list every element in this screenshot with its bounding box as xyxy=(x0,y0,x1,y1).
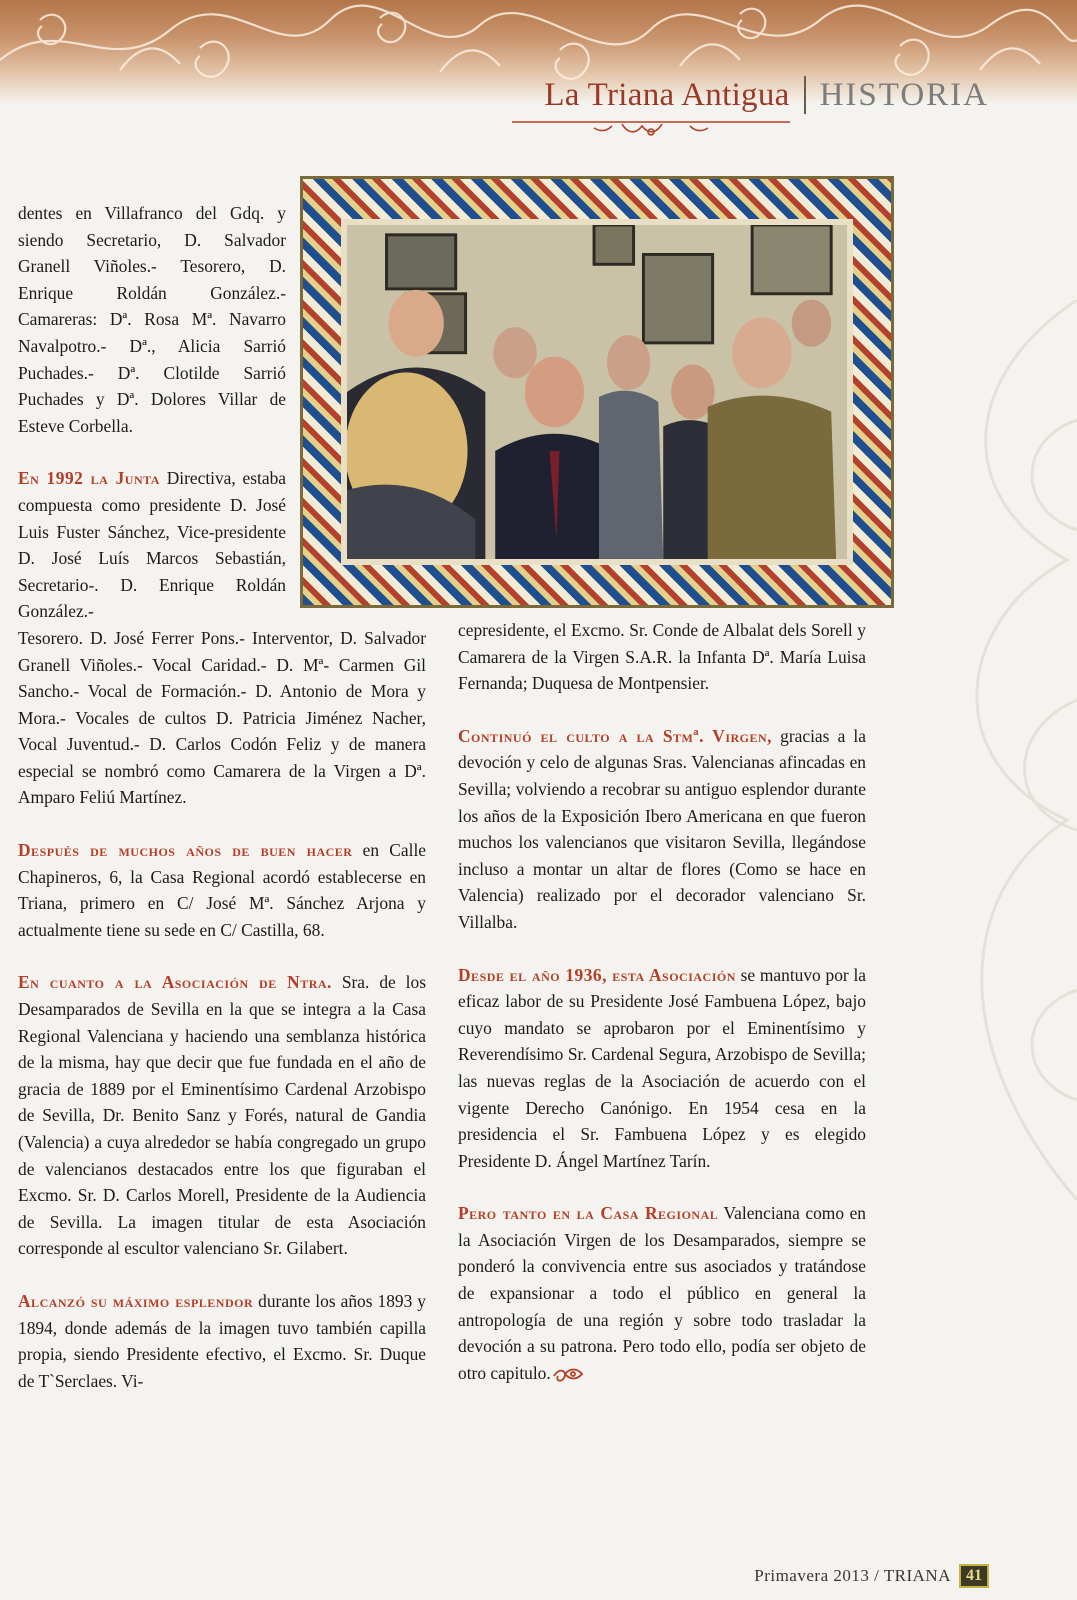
paragraph xyxy=(458,723,866,936)
header-ornament-icon xyxy=(512,118,790,140)
paragraph-lead: En cuanto a la Asociación de Ntra. xyxy=(18,972,332,993)
end-ornament-icon xyxy=(551,1364,585,1386)
right-column xyxy=(458,617,866,1412)
paragraph-text: Sra. de los Desamparados de Sevilla en la que se integra a la Casa Regional Valenciana y haciendo una semblanza histórica de la misma, hay que decir que fue fundada en el año de gracia de 1889 por el Eminentísimo Cardenal Arzobispo de Sevilla, Dr. Benito Sanz y Forés, natural de Gandia (Valencia) a cuya alrededor se había congregado un grupo de valencianos destacados entre los que figuraban el Excmo. Sr. D. Carlos Morell, Presidente de la Audiencia de Sevilla. La imagen titular de esta Asociación corresponde al escultor valenciano Sr. Gilabert. xyxy=(18,972,426,1259)
paragraph-text: durante los años 1893 y 1894, donde además de la imagen tuvo también capilla propia, siendo Presidente efectivo, el Excmo. Sr. Duque de T`Serclaes. Vi- xyxy=(18,1290,426,1391)
paragraph xyxy=(18,465,286,625)
paragraph: Tesorero. D. José Ferrer Pons.- Interventor, D. Salvador Granell Viñoles.- Vocal Caridad.- D. Mª- Carmen Gil Sancho.- Vocal de Formación.- D. Antonio de Mora y Mora.- Vocales de cultos D. Patricia Jiménez Nacher, Vocal Juventud.- D. Carlos Codón Feliz y de manera especial se nombró como Camarera de la Virgen a Dª. Amparo Feliú Martínez. xyxy=(18,627,426,808)
page-number: 41 xyxy=(959,1564,989,1588)
paragraph-text: gracias a la devoción y celo de algunas Sras. Valencianas afincadas en Sevilla; volviendo a recobrar su antiguo esplendor durante los años de la Exposición Ibero Americana en que fueron muchos los valencianos que visitaron Sevilla, llegándose incluso a montar un altar de flores (Como se hace en Valencia) realizado por el decorador valenciano Sr. Villalba. xyxy=(458,725,866,932)
paragraph-lead: Después de muchos años de buen hacer xyxy=(18,840,353,861)
paragraph-text: Valenciana como en la Asociación Virgen de los Desamparados, siempre se ponderó la convivencia entre sus asociados y tratándose de expansionar a todo el público en general la antropología de una región y sobre todo trasladar la devoción a su patrona. Pero todo ello, podía ser objeto de otro capitulo. xyxy=(458,1203,867,1383)
category-title: HISTORIA xyxy=(819,77,989,113)
issue-label: Primavera 2013 / TRIANA xyxy=(754,1566,951,1585)
paragraph: dentes en Villafranco del Gdq. y siendo Secretario, D. Salvador Granell Viñoles.- Tesorero, D. Enrique Roldán González.- Camareras: Dª. Rosa Mª. Navarro Navalpotro.- Dª., Alicia Sarrió Puchades.- Dª. Clotilde Sarrió Puchades y Dª. Dolores Villar de Esteve Corbella. xyxy=(18,203,286,436)
paragraph-lead: Continuó el culto a la Stmª. Virgen, xyxy=(458,725,773,746)
paragraph xyxy=(458,962,866,1175)
background-swirl-icon xyxy=(917,300,1077,1200)
page-header xyxy=(544,74,989,116)
section-title: La Triana Antigua xyxy=(544,76,805,114)
paragraph-text: Directiva, estaba compuesta como presidente D. José Luis Fuster Sánchez, Vice-presidente D. José Luís Marcos Sebastián, Secretario-. D. Enrique Roldán González.- xyxy=(18,468,286,622)
paragraph xyxy=(458,1200,866,1386)
paragraph: cepresidente, el Excmo. Sr. Conde de Albalat dels Sorell y Camarera de la Virgen S.A.R. la Infanta Dª. María Luisa Fernanda; Duquesa de Montpensier. xyxy=(458,620,866,694)
paragraph xyxy=(18,1288,426,1394)
paragraph-text: en Calle Chapineros, 6, la Casa Regional acordó establecerse en Triana, primero en C/ José Mª. Sánchez Arjona y actualmente tiene su sede en C/ Castilla, 68. xyxy=(18,840,427,940)
paragraph-lead: Desde el año 1936, esta Asociación xyxy=(458,964,736,985)
paragraph xyxy=(18,837,426,943)
paragraph-lead: Pero tanto en la Casa Regional xyxy=(458,1203,719,1224)
paragraph-lead: En 1992 la Junta xyxy=(18,468,160,489)
paragraph-lead: Alcanzó su máximo esplendor xyxy=(18,1290,254,1311)
left-column xyxy=(18,200,426,1420)
page-footer xyxy=(754,1564,989,1588)
paragraph xyxy=(18,969,426,1262)
paragraph-text: se mantuvo por la eficaz labor de su Presidente José Fambuena López, bajo cuyo mandato se aprobaron por el Eminentísimo y Reverendísimo Sr. Cardenal Segura, Arzobispo de Sevilla; las nuevas reglas de la Asociación de acuerdo con el vigente Derecho Canónigo. En 1954 cesa en la presidencia el Sr. Fambuena López y es elegido Presidente D. Ángel Martínez Tarín. xyxy=(458,964,866,1171)
